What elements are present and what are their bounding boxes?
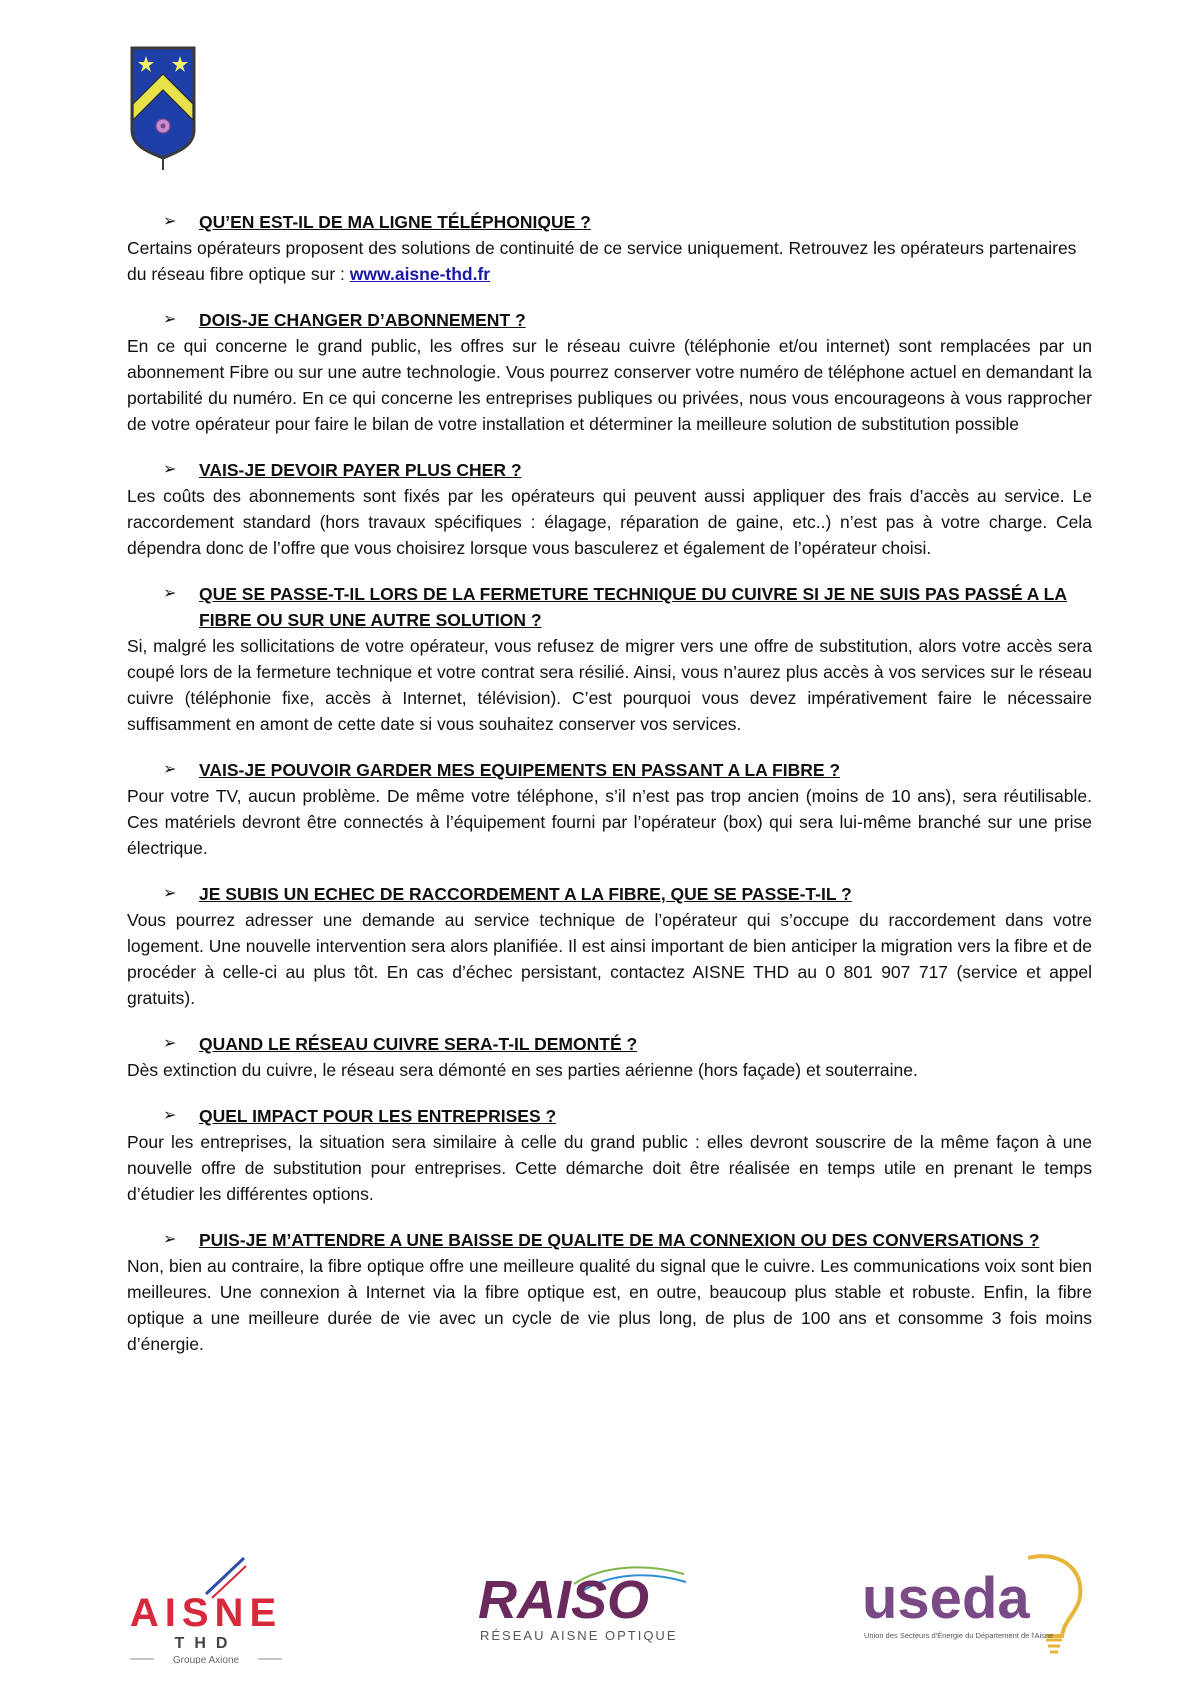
svg-text:Groupe Axione: Groupe Axione [172,1655,240,1664]
svg-text:RÉSEAU AISNE OPTIQUE: RÉSEAU AISNE OPTIQUE [480,1628,678,1643]
faq-question: ➢ JE SUBIS UN ECHEC DE RACCORDEMENT A LA FIBRE, QUE SE PASSE-T-IL ? [127,881,1092,907]
faq-question: ➢ QUE SE PASSE-T-IL LORS DE LA FERMETURE TECHNIQUE DU CUIVRE SI JE NE SUIS PAS PASSÉ A LA FIBRE OU SUR UNE AUTRE SOLUTION ? [127,581,1092,633]
faq-answer: Vous pourrez adresser une demande au service technique de l’opérateur qui s’occupe du raccordement dans votre logement. Une nouvelle intervention sera alors planifiée. Il est ainsi important de bien anticiper la migration vers la fibre et de procéder à celle-ci au plus tôt. En cas d’échec persistant, contactez AISNE THD au 0 801 907 717 (service et appel gratuits). [127,910,1092,1008]
faq-question: ➢ DOIS-JE CHANGER D’ABONNEMENT ? [127,307,1092,333]
faq-item-copper-closure [127,581,1092,737]
faq-item-quality [127,1227,1092,1357]
faq-question: ➢ PUIS-JE M’ATTENDRE A UNE BAISSE DE QUALITE DE MA CONNEXION OU DES CONVERSATIONS ? [127,1227,1092,1253]
arrow-bullet-icon: ➢ [163,761,177,778]
faq-item-subscription [127,307,1092,437]
useda-logo [858,1548,1108,1658]
faq-question: ➢ QU’EN EST-IL DE MA LIGNE TÉLÉPHONIQUE ? [127,209,1092,235]
faq-item-businesses [127,1103,1092,1207]
faq-item-connection-failure [127,881,1092,1011]
faq-answer: Pour les entreprises, la situation sera similaire à celle du grand public : elles devront souscrire de la même façon à une nouvelle offre de substitution pour entreprises. Cette démarche doit être réalisée en temps utile en prenant le temps d’étudier les différentes options. [127,1132,1092,1204]
faq-content [127,209,1092,1377]
faq-answer: Non, bien au contraire, la fibre optique offre une meilleure qualité du signal que le cuivre. Les communications voix sont bien meilleures. Une connexion à Internet via la fibre optique est, en outre, beaucoup plus stable et robuste. Enfin, la fibre optique a une meilleure durée de vie avec un cycle de vie plus long, de plus de 100 ans et consomme 3 fois moins d’énergie. [127,1256,1092,1354]
arrow-bullet-icon: ➢ [163,1231,177,1248]
faq-question: ➢ VAIS-JE POUVOIR GARDER MES EQUIPEMENTS EN PASSANT A LA FIBRE ? [127,757,1092,783]
faq-item-phone-line [127,209,1092,287]
svg-text:useda: useda [862,1566,1030,1631]
faq-answer: Dès extinction du cuivre, le réseau sera démonté en ses parties aérienne (hors façade) et souterraine. [127,1060,918,1080]
raiso-logo [474,1560,694,1648]
arrow-bullet-icon: ➢ [163,311,177,328]
aisne-thd-link[interactable]: www.aisne-thd.fr [349,264,491,284]
faq-answer: Certains opérateurs proposent des solutions de continuité de ce service uniquement. Retrouvez les opérateurs partenaires du réseau fibre optique sur : www.aisne-thd.fr [127,238,1077,284]
coat-of-arms-logo [128,46,198,172]
faq-item-price [127,457,1092,561]
arrow-bullet-icon: ➢ [163,461,177,478]
faq-question: ➢ VAIS-JE DEVOIR PAYER PLUS CHER ? [127,457,1092,483]
footer-logos [0,1540,1190,1670]
arrow-bullet-icon: ➢ [163,585,177,602]
faq-answer: Si, malgré les sollicitations de votre opérateur, vous refusez de migrer vers une offre de substitution, alors votre accès sera coupé lors de la fermeture technique et votre contrat sera résilié. Ainsi, vous n’aurez plus accès à vos services sur le réseau cuivre (téléphonie fixe, accès à Internet, télévision). C’est pourquoi vous devez impérativement faire le nécessaire suffisamment en amont de cette date si vous souhaitez conserver vos services. [127,636,1092,734]
faq-answer: En ce qui concerne le grand public, les offres sur le réseau cuivre (téléphonie et/ou internet) sont remplacées par un abonnement Fibre ou sur une autre technologie. Vous pourrez conserver votre numéro de téléphone actuel en demandant la portabilité du numéro. En ce qui concerne les entreprises publiques ou privées, nous vous encourageons à vous rapprocher de votre opérateur pour faire le bilan de votre installation et déterminer la meilleure solution de substitution possible [127,336,1092,434]
arrow-bullet-icon: ➢ [163,213,177,230]
svg-text:RAISO: RAISO [478,1570,650,1630]
faq-question: ➢ QUAND LE RÉSEAU CUIVRE SERA-T-IL DEMONTÉ ? [127,1031,1092,1057]
aisne-thd-logo [126,1552,286,1664]
faq-answer: Les coûts des abonnements sont fixés par les opérateurs qui peuvent aussi appliquer des frais d’accès au service. Le raccordement standard (hors travaux spécifiques : élagage, réparation de gaine, etc..) n’est pas à votre charge. Cela dépendra donc de l’offre que vous choisirez lorsque vous basculerez et également de l’opérateur choisi. [127,486,1092,558]
faq-question: ➢ QUEL IMPACT POUR LES ENTREPRISES ? [127,1103,1092,1129]
svg-text:AISNE: AISNE [129,1591,283,1635]
svg-text:Union des Secteurs d'Énergie d: Union des Secteurs d'Énergie du Département de l'Aisne [864,1631,1054,1640]
arrow-bullet-icon: ➢ [163,1107,177,1124]
faq-item-dismantling [127,1031,1092,1083]
arrow-bullet-icon: ➢ [163,1035,177,1052]
faq-answer: Pour votre TV, aucun problème. De même votre téléphone, s’il n’est pas trop ancien (moins de 10 ans), sera réutilisable. Ces matériels devront être connectés à l’équipement fourni par l’opérateur (box) qui sera lui-même branché sur une prise électrique. [127,786,1092,858]
faq-item-equipment [127,757,1092,861]
arrow-bullet-icon: ➢ [163,885,177,902]
svg-text:THD: THD [174,1635,238,1652]
